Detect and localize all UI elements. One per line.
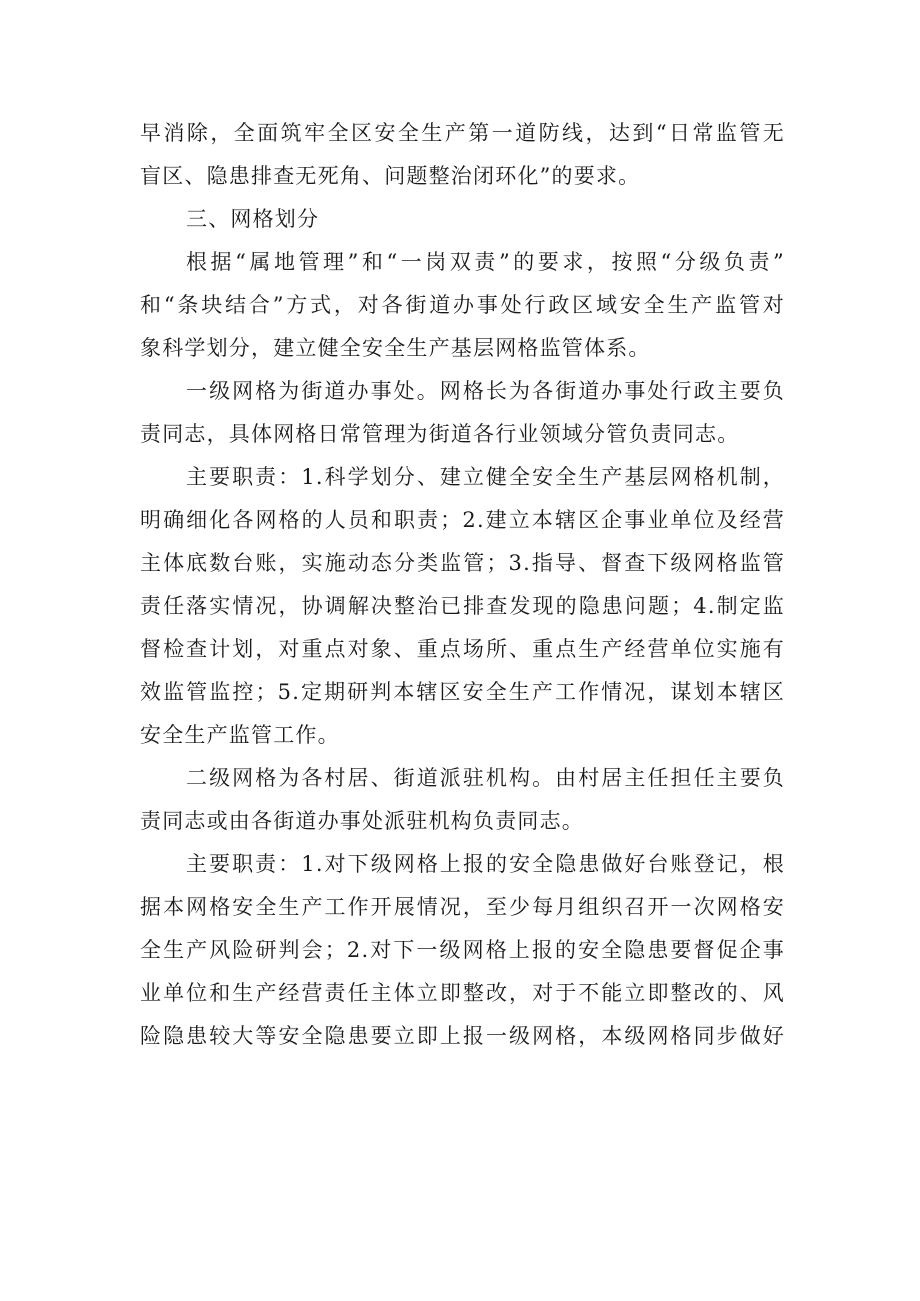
text-line: 一级网格为街道办事处。网格长为各街道办事处行政主要负: [186, 379, 785, 403]
document-page: [140, 112, 785, 1058]
text-line: 盲区、隐患排查无死角、问题整治闭环化”的要求。: [140, 164, 641, 188]
text-line: 象科学划分，建立健全安全生产基层网格监管体系。: [140, 336, 651, 360]
text-line: 二级网格为各村居、街道派驻机构。由村居主任担任主要负: [186, 766, 785, 790]
text-line: 和“条块结合”方式，对各街道办事处行政区域安全生产监管对: [140, 293, 785, 317]
text-line: 据本网格安全生产工作开展情况，至少每月组织召开一次网格安: [140, 895, 785, 919]
text-line: 业单位和生产经营责任主体立即整改，对于不能立即整改的、风: [140, 981, 785, 1005]
text-line: 主要职责：1.对下级网格上报的安全隐患做好台账登记，根: [186, 852, 785, 876]
section-heading: 三、网格划分: [186, 207, 320, 231]
text-line: 主要职责：1.科学划分、建立健全安全生产基层网格机制，: [186, 465, 785, 489]
text-line: 险隐患较大等安全隐患要立即上报一级网格，本级网格同步做好: [140, 1024, 785, 1048]
text-line: 明确细化各网格的人员和职责；2.建立本辖区企事业单位及经营: [140, 508, 785, 532]
text-line: 效监管监控；5.定期研判本辖区安全生产工作情况，谋划本辖区: [140, 680, 785, 704]
text-line: 主体底数台账，实施动态分类监管；3.指导、督查下级网格监管: [140, 551, 785, 575]
text-line: 全生产风险研判会；2.对下一级网格上报的安全隐患要督促企事: [140, 938, 785, 962]
text-line: 责任落实情况，协调解决整治已排查发现的隐患问题；4.制定监: [140, 594, 785, 618]
text-line: 督检查计划，对重点对象、重点场所、重点生产经营单位实施有: [140, 637, 785, 661]
text-line: 责同志，具体网格日常管理为街道各行业领域分管负责同志。: [140, 422, 740, 446]
text-line: 安全生产监管工作。: [140, 723, 340, 747]
text-line: 根据“属地管理”和“一岗双责”的要求，按照“分级负责”: [186, 250, 785, 274]
text-line: 早消除，全面筑牢全区安全生产第一道防线，达到“日常监管无: [140, 121, 785, 145]
text-line: 责同志或由各街道办事处派驻机构负责同志。: [140, 809, 584, 833]
